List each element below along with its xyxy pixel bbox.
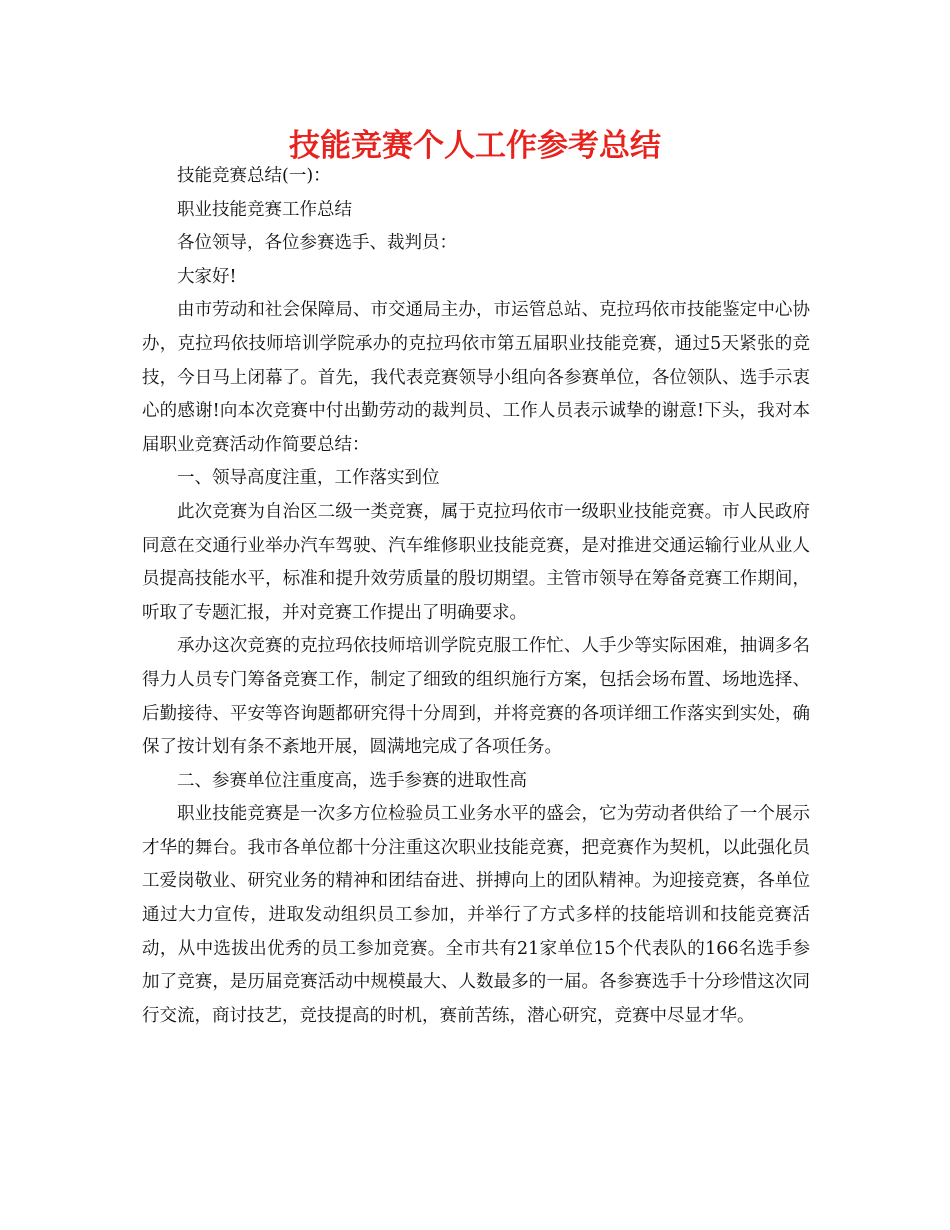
document-title: 技能竞赛个人工作参考总结 — [289, 128, 661, 164]
section-heading-1: 一、领导高度注重，工作落实到位 — [177, 468, 440, 489]
paragraph-salutation: 各位领导，各位参赛选手、裁判员： — [177, 233, 457, 254]
paragraph-heading-1: 技能竞赛总结(一)： — [177, 166, 331, 186]
paragraph-section-1b: 承办这次竞赛的克拉玛依技师培训学院克服工作忙、人手少等实际困难，抽调多名得力人员专门筹备竞赛工作，制定了细致的组织施行方案，包括会场布置、场地选择、后勤接待、平安等咨询题都研究得十分周到，并将竞赛的各项详细工作落实到实处，确保了按计划有条不紊地开展，圆满地完成了各项任务。 — [142, 636, 810, 758]
paragraph-greeting: 大家好! — [177, 266, 237, 287]
paragraph-intro: 由市劳动和社会保障局、市交通局主办，市运管总站、克拉玛依市技能鉴定中心协办，克拉玛依技师培训学院承办的克拉玛依市第五届职业技能竞赛，通过5天紧张的竞技，今日马上闭幕了。首先，我代表竞赛领导小组向各参赛单位，各位领队、选手示衷心的感谢!向本次竞赛中付出勤劳动的裁判员、工作人员表示诚挚的谢意!下头，我对本届职业竞赛活动作简要总结： — [142, 300, 810, 455]
paragraph-section-1a: 此次竞赛为自治区二级一类竞赛，属于克拉玛依市一级职业技能竞赛。市人民政府同意在交通行业举办汽车驾驶、汽车维修职业技能竞赛，是对推进交通运输行业从业人员提高技能水平，标准和提升效劳质量的殷切期望。主管市领导在筹备竞赛工作期间，听取了专题汇报，并对竞赛工作提出了明确要求。 — [142, 501, 810, 623]
paragraph-section-2a: 职业技能竞赛是一次多方位检验员工业务水平的盛会，它为劳动者供给了一个展示才华的舞台。我市各单位都十分注重这次职业技能竞赛，把竞赛作为契机，以此强化员工爱岗敬业、研究业务的精神和团结奋进、拼搏向上的团队精神。为迎接竞赛，各单位通过大力宣传，进取发动组织员工参加，并举行了方式多样的技能培训和技能竞赛活动，从中选拔出优秀的员工参加竞赛。全市共有21家单位15个代表队的166名选手参加了竞赛，是历届竞赛活动中规模最大、人数最多的一届。各参赛选手十分珍惜这次同行交流，商讨技艺，竞技提高的时机，赛前苦练，潜心研究，竞赛中尽显才华。 — [142, 804, 810, 1026]
document-body — [142, 160, 810, 1033]
paragraph-subtitle: 职业技能竞赛工作总结 — [177, 199, 352, 220]
section-heading-2: 二、参赛单位注重度高，选手参赛的进取性高 — [177, 770, 527, 791]
